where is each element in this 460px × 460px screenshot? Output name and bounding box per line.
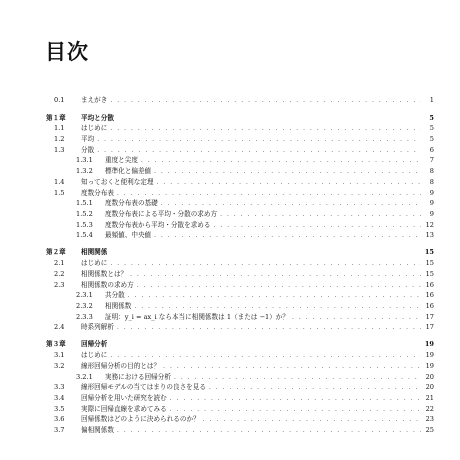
- dot-leader: [117, 426, 421, 437]
- toc-number: 1.3.2: [76, 167, 93, 176]
- toc-entry[interactable]: [46, 269, 434, 280]
- toc-page-number: 25: [425, 425, 434, 434]
- toc-number: 3.6: [54, 415, 65, 424]
- toc-title: 度数分布表の基礎: [105, 199, 158, 208]
- toc-page-number: 1: [429, 96, 434, 104]
- toc-title: 線形回帰分析の目的とは？: [81, 361, 161, 370]
- toc-page-number: 7: [429, 156, 434, 165]
- toc-number: 0.1: [54, 96, 65, 104]
- toc-title: 知っておくと便利な定理: [81, 177, 154, 186]
- toc-page-number: 19: [424, 340, 434, 349]
- toc-number: 3.1: [54, 351, 65, 360]
- toc-title: 分散: [81, 145, 95, 154]
- toc-chapter-2[interactable]: [46, 247, 434, 258]
- toc-page-number: 20: [425, 383, 434, 392]
- toc-title: 度数分布表による平均・分散の求め方: [105, 209, 218, 218]
- toc-number: 1.5.2: [76, 209, 93, 218]
- toc-page-number: 21: [425, 393, 434, 402]
- toc-title: 平均と分散: [81, 113, 114, 122]
- toc-title: はじめに: [81, 351, 108, 360]
- toc-page-number: 16: [425, 291, 434, 300]
- toc-page-number: 22: [425, 404, 434, 413]
- toc-number: 3.5: [54, 404, 65, 413]
- toc-entry[interactable]: [46, 350, 434, 361]
- toc-title: 回帰係数はどのように決められるのか？: [81, 415, 200, 424]
- toc-entry[interactable]: [46, 322, 434, 333]
- toc-entry[interactable]: [46, 166, 434, 177]
- toc-title: 相関係数: [105, 301, 132, 310]
- toc-entry[interactable]: [46, 134, 434, 145]
- toc-entry[interactable]: [46, 372, 434, 383]
- toc-entry[interactable]: [46, 301, 434, 312]
- dot-leader: [117, 323, 421, 334]
- toc-entry[interactable]: [46, 404, 434, 415]
- toc-page-number: 15: [425, 259, 434, 268]
- toc-title: 相関係数とは？: [81, 269, 128, 278]
- toc-number: 2.4: [54, 323, 65, 332]
- toc-title: 度数分布表から平均・分散を求める: [105, 220, 211, 229]
- toc-entry[interactable]: [46, 209, 434, 220]
- toc-number: 1.2: [54, 135, 65, 144]
- toc-title: 回帰分析: [81, 340, 108, 349]
- toc-page-number: 20: [425, 372, 434, 381]
- toc-page-number: 17: [425, 312, 434, 321]
- toc-number: 3.4: [54, 393, 65, 402]
- toc-entry[interactable]: [46, 177, 434, 188]
- toc-number: 第３章: [46, 340, 66, 349]
- toc-number: 3.2.1: [76, 372, 93, 381]
- toc-chapter-1[interactable]: [46, 113, 434, 124]
- toc-title: 度数分布表: [81, 188, 114, 197]
- toc-title: 重度と尖度: [105, 156, 138, 165]
- toc-title: 線形回帰モデルの当てはまりの良さを見る: [81, 383, 206, 392]
- toc-entry[interactable]: [46, 280, 434, 291]
- toc-page-number: 6: [429, 145, 434, 154]
- toc-entry[interactable]: [46, 123, 434, 134]
- toc-number: 2.2: [54, 269, 65, 278]
- dot-leader: [154, 231, 421, 242]
- toc-number: 1.1: [54, 124, 65, 133]
- page-title: 目次: [45, 40, 89, 64]
- toc-page-number: 16: [425, 301, 434, 310]
- toc-entry[interactable]: [46, 188, 434, 199]
- toc-page-number: 15: [424, 248, 434, 257]
- toc-page-number: 13: [425, 231, 434, 240]
- toc-title: 相関係数の求め方: [81, 280, 134, 289]
- toc-page-number: 5: [429, 124, 434, 133]
- toc-entry[interactable]: [46, 155, 434, 166]
- toc-entry[interactable]: [46, 393, 434, 404]
- toc-number: 1.5.1: [76, 199, 93, 208]
- toc-entry[interactable]: [46, 425, 434, 436]
- toc-page-number: 8: [429, 177, 434, 186]
- toc-title: 標準化と偏差値: [105, 167, 152, 176]
- toc-title: 相関関係: [81, 248, 108, 257]
- toc-entry[interactable]: [46, 198, 434, 209]
- toc-page-number: 17: [425, 323, 434, 332]
- toc-page-number: 8: [429, 167, 434, 176]
- toc-entry[interactable]: [46, 290, 434, 301]
- toc-chapter-3[interactable]: [46, 339, 434, 350]
- toc-entry[interactable]: [46, 312, 434, 323]
- toc-number: 2.3: [54, 280, 65, 289]
- toc-number: 1.5.4: [76, 231, 93, 240]
- toc-title: 時系列解析: [81, 323, 114, 332]
- toc-page-number: 5: [429, 113, 434, 122]
- toc-number: 3.7: [54, 425, 65, 434]
- toc-entry[interactable]: [46, 145, 434, 156]
- toc-number: 2.3.3: [76, 312, 93, 321]
- toc-title: まえがき: [81, 96, 108, 104]
- toc-page-number: 12: [425, 220, 434, 229]
- toc-entry[interactable]: [46, 361, 434, 372]
- toc-number: 1.3: [54, 145, 65, 154]
- toc-number: 1.3.1: [76, 156, 93, 165]
- toc-title: 偏相関係数: [81, 425, 114, 434]
- toc-page-number: 23: [425, 415, 434, 424]
- toc-page-number: 19: [425, 361, 434, 370]
- toc-page-number: 9: [429, 199, 434, 208]
- toc-page-number: 9: [429, 209, 434, 218]
- toc-number: 第１章: [46, 113, 66, 122]
- toc-title: 共分散: [105, 291, 125, 300]
- toc-title: はじめに: [81, 259, 108, 268]
- toc-page-number: 19: [425, 351, 434, 360]
- toc-number: 3.2: [54, 361, 65, 370]
- toc-title: 最頻値、中央値: [105, 231, 152, 240]
- toc-entry[interactable]: [46, 220, 434, 231]
- toc-title: はじめに: [81, 124, 108, 133]
- toc-title: 実務における回帰分析: [105, 372, 171, 381]
- toc-page-number: 9: [429, 188, 434, 197]
- toc-number: 2.3.2: [76, 301, 93, 310]
- toc-title: 平均: [81, 135, 95, 144]
- toc-entry[interactable]: [46, 382, 434, 393]
- toc-number: 1.4: [54, 177, 65, 186]
- toc-page-number: 5: [429, 135, 434, 144]
- toc-number: 第２章: [46, 248, 66, 257]
- toc-number: 3.3: [54, 383, 65, 392]
- toc-entry[interactable]: [46, 258, 434, 269]
- toc-number: 1.5: [54, 188, 65, 197]
- toc-title: 証明：y_i = ax_i なら本当に相関係数は 1（または −1）か？: [105, 312, 289, 321]
- toc-number: 1.5.3: [76, 220, 93, 229]
- toc-page-number: 16: [425, 280, 434, 289]
- toc-title: 実際に回帰直線を求めてみる: [81, 404, 167, 413]
- toc-entry-preface[interactable]: [46, 95, 434, 106]
- toc-number: 2.1: [54, 259, 65, 268]
- dot-leader: [110, 96, 421, 107]
- toc-page-number: 15: [425, 269, 434, 278]
- toc-number: 2.3.1: [76, 291, 93, 300]
- toc-title: 回帰分析を用いた研究を読む: [81, 393, 167, 402]
- toc-entry[interactable]: [46, 414, 434, 425]
- table-of-contents: [46, 95, 434, 436]
- toc-entry[interactable]: [46, 230, 434, 241]
